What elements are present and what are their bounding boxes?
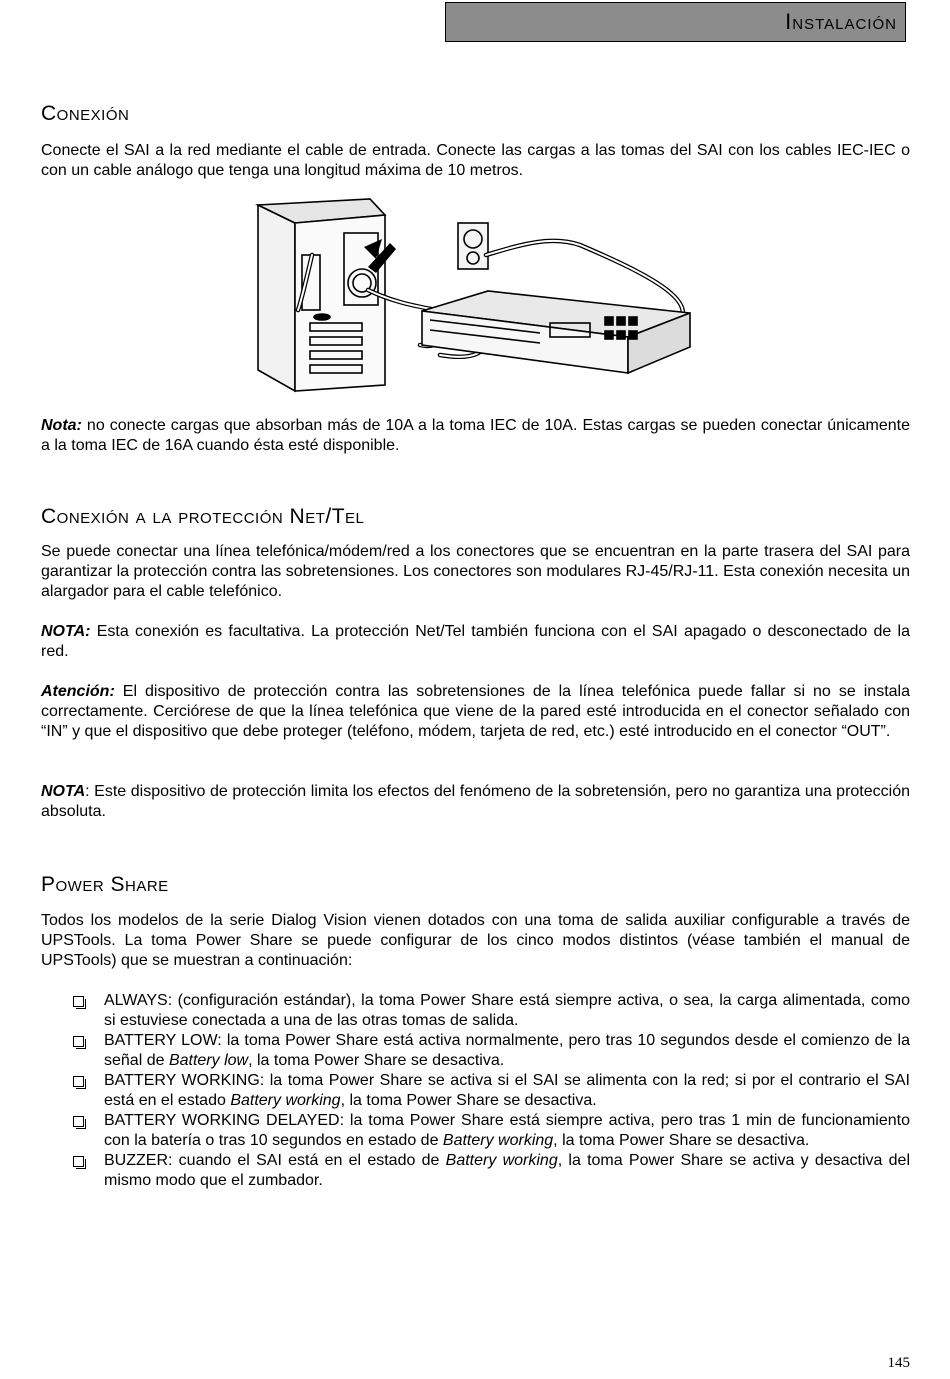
page-number: 145 [887,1355,910,1371]
nota-facultativa [41,622,910,662]
paragraph-conexion: Conecte el SAI a la red mediante el cable de entrada. Conecte las cargas a las tomas del SAI con los cables IEC-IEC o con un cable análogo que tenga una longitud máxima de 10 metros. [41,142,910,179]
nota1-label: NOTA: [41,623,91,640]
nota2-label: NOTA [41,783,86,800]
nota1-text: Esta conexión es facultativa. La protección Net/Tel también funciona con el SAI apagado o desconectado de la red. [41,623,910,660]
header-title: Instalación [785,9,897,34]
checkbox-bullet-icon [73,1116,84,1127]
atencion-paragraph [41,682,910,742]
heading-net-tel: Conexión a la protección Net/Tel [41,505,365,528]
heading-conexion: Conexión [41,102,130,125]
heading-power-share: Power Share [41,873,169,896]
power-share-modes-list [72,991,910,1191]
nota-proteccion [41,782,910,822]
list-item: BATTERY WORKING DELAYED: la toma Power Share está siempre activa, pero tras 1 min de funcionamiento con la batería o tras 10 segundos en estado de Battery working, la toma Power Share se desactiva. [72,1111,910,1151]
atencion-text: El dispositivo de protección contra las sobretensiones de la línea telefónica puede fallar si no se instala correctamente. Cerciórese de que la línea telefónica que viene de la pared esté introducida en el conector señalado con “IN” y que el dispositivo que debe proteger (teléfono, módem, tarjeta de red, etc.) esté introducido en el conector “OUT”. [41,683,910,740]
list-item: BATTERY WORKING: la toma Power Share se activa si el SAI se alimenta con la red; si por el contrario el SAI está en el estado Battery working, la toma Power Share se desactiva. [72,1071,910,1111]
checkbox-bullet-icon [73,996,84,1007]
paragraph-power-share: Todos los modelos de la serie Dialog Vision vienen dotados con una toma de salida auxiliar configurable a través de UPSTools. La toma Power Share se puede configurar de los cinco modos distintos (véase también el manual de UPSTools) que se muestran a continuación: [41,912,910,969]
list-item: BATTERY LOW: la toma Power Share está activa normalmente, pero tras 10 segundos desde el comienzo de la señal de Battery low, la toma Power Share se desactiva. [72,1031,910,1071]
note-label: Nota: [41,417,82,434]
list-item: BUZZER: cuando el SAI está en el estado de Battery working, la toma Power Share se activa y desactiva del mismo modo que el zumbador. [72,1151,910,1191]
paragraph-net-tel: Se puede conectar una línea telefónica/módem/red a los conectores que se encuentran en la parte trasera del SAI para garantizar la protección contra las sobretensiones. Los conectores son modulares RJ-45/RJ-11. Esta conexión necesita un alargador para el cable telefónico. [41,543,910,600]
checkbox-bullet-icon [73,1076,84,1087]
nota2-text: : Este dispositivo de protección limita los efectos del fenómeno de la sobretensión, pero no garantiza una protección absoluta. [41,783,910,820]
ups-connection-illustration [250,195,700,395]
page-header [445,2,906,42]
checkbox-bullet-icon [73,1036,84,1047]
note-conexion [41,416,910,456]
atencion-label: Atención: [41,683,115,700]
note-text: no conecte cargas que absorban más de 10A a la toma IEC de 10A. Estas cargas se pueden conectar únicamente a la toma IEC de 16A cuando ésta esté disponible. [41,417,910,454]
checkbox-bullet-icon [73,1156,84,1167]
list-item: ALWAYS: (configuración estándar), la toma Power Share está siempre activa, o sea, la carga alimentada, como si estuviese conectada a una de las otras tomas de salida. [72,991,910,1031]
